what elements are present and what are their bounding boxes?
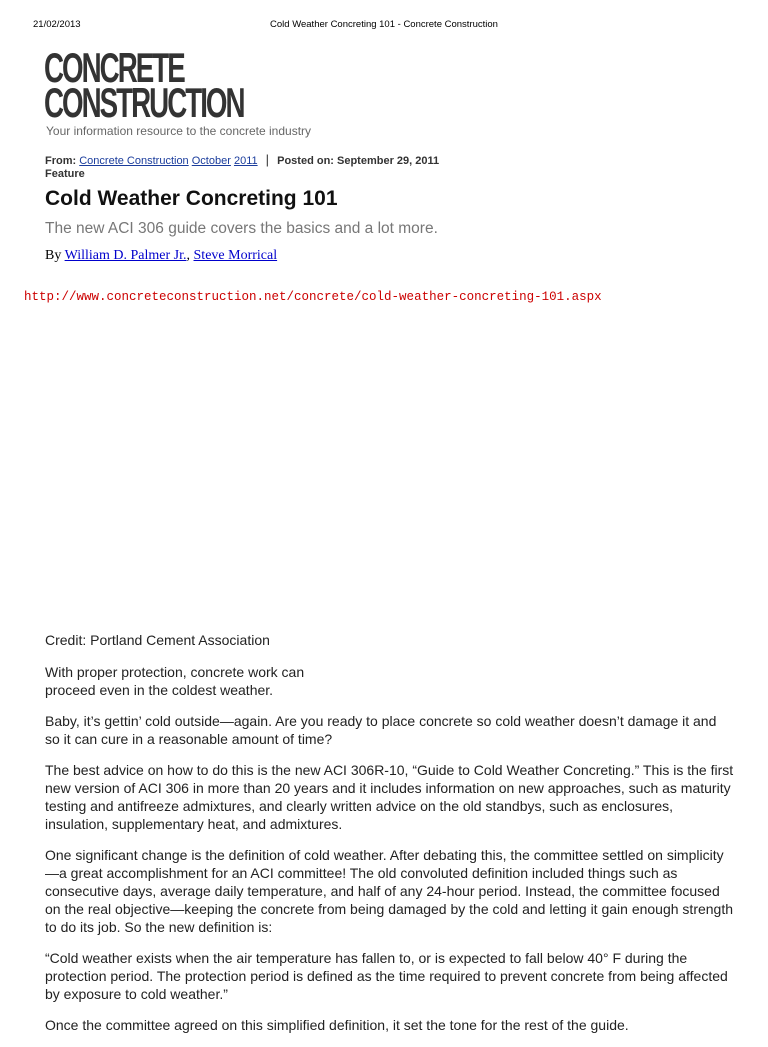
posted-date: Posted on: September 29, 2011	[277, 155, 440, 167]
section-label: Feature	[45, 168, 85, 180]
site-tagline: Your information resource to the concrete industry	[46, 124, 312, 138]
issue-month-link[interactable]: October	[191, 155, 231, 167]
print-header	[0, 19, 768, 33]
logo-line-1: CONCRETE	[44, 44, 184, 91]
logo-line-2: CONSTRUCTION	[44, 79, 244, 126]
from-label: From:	[45, 155, 77, 167]
article-body	[45, 631, 735, 1047]
author-separator: ,	[186, 248, 191, 263]
issue-year-link[interactable]: 2011	[233, 155, 258, 167]
print-page-title: Cold Weather Concreting 101 - Concrete Construction	[270, 19, 498, 30]
publication-link[interactable]: Concrete Construction	[79, 155, 189, 167]
by-label: By	[45, 248, 62, 263]
print-date: 21/02/2013	[33, 19, 81, 30]
separator: |	[265, 152, 270, 167]
site-logo[interactable]	[44, 44, 244, 126]
article-subtitle: The new ACI 306 guide covers the basics and a lot more.	[45, 220, 438, 237]
paragraph-4: “Cold weather exists when the air temperature has fallen to, or is expected to fall below 40° F during the protection period. The protection period is defined as the time required to prevent concrete from being affected by exposure to cold weather.”	[45, 950, 728, 1002]
paragraph-5: Once the committee agreed on this simplified definition, it set the tone for the rest of the guide.	[45, 1017, 629, 1033]
photo-caption: With proper protection, concrete work can proceed even in the coldest weather.	[45, 664, 305, 698]
paragraph-2: The best advice on how to do this is the new ACI 306R-10, “Guide to Cold Weather Concreting.” This is the first new version of ACI 306 in more than 20 years and it includes information on new approaches, such as maturity testing and antifreeze admixtures, and clearly written advice on the old standbys, such as enclosures, insulation, supplementary heat, and admixtures.	[45, 762, 734, 832]
author-link-morrical[interactable]: Steve Morrical	[193, 248, 278, 263]
article-title: Cold Weather Concreting 101	[45, 187, 338, 210]
source-line	[45, 152, 439, 167]
article-url[interactable]: http://www.concreteconstruction.net/concrete/cold-weather-concreting-101.aspx	[24, 290, 602, 304]
byline	[45, 248, 277, 264]
paragraph-1: Baby, it’s gettin’ cold outside—again. Are you ready to place concrete so cold weather doesn’t damage it and so it can cure in a reasonable amount of time?	[45, 713, 717, 747]
paragraph-3: One significant change is the definition of cold weather. After debating this, the committee settled on simplicity—a great accomplishment for an ACI committee! The old convoluted definition included things such as consecutive days, average daily temperature, and half of any 24-hour period. Instead, the committee focused on the real objective—keeping the concrete from being damaged by the cold and letting it gain enough strength to do its job. So the new definition is:	[45, 847, 734, 935]
photo-credit: Credit: Portland Cement Association	[45, 632, 270, 648]
author-link-palmer[interactable]: William D. Palmer Jr.	[64, 248, 187, 263]
